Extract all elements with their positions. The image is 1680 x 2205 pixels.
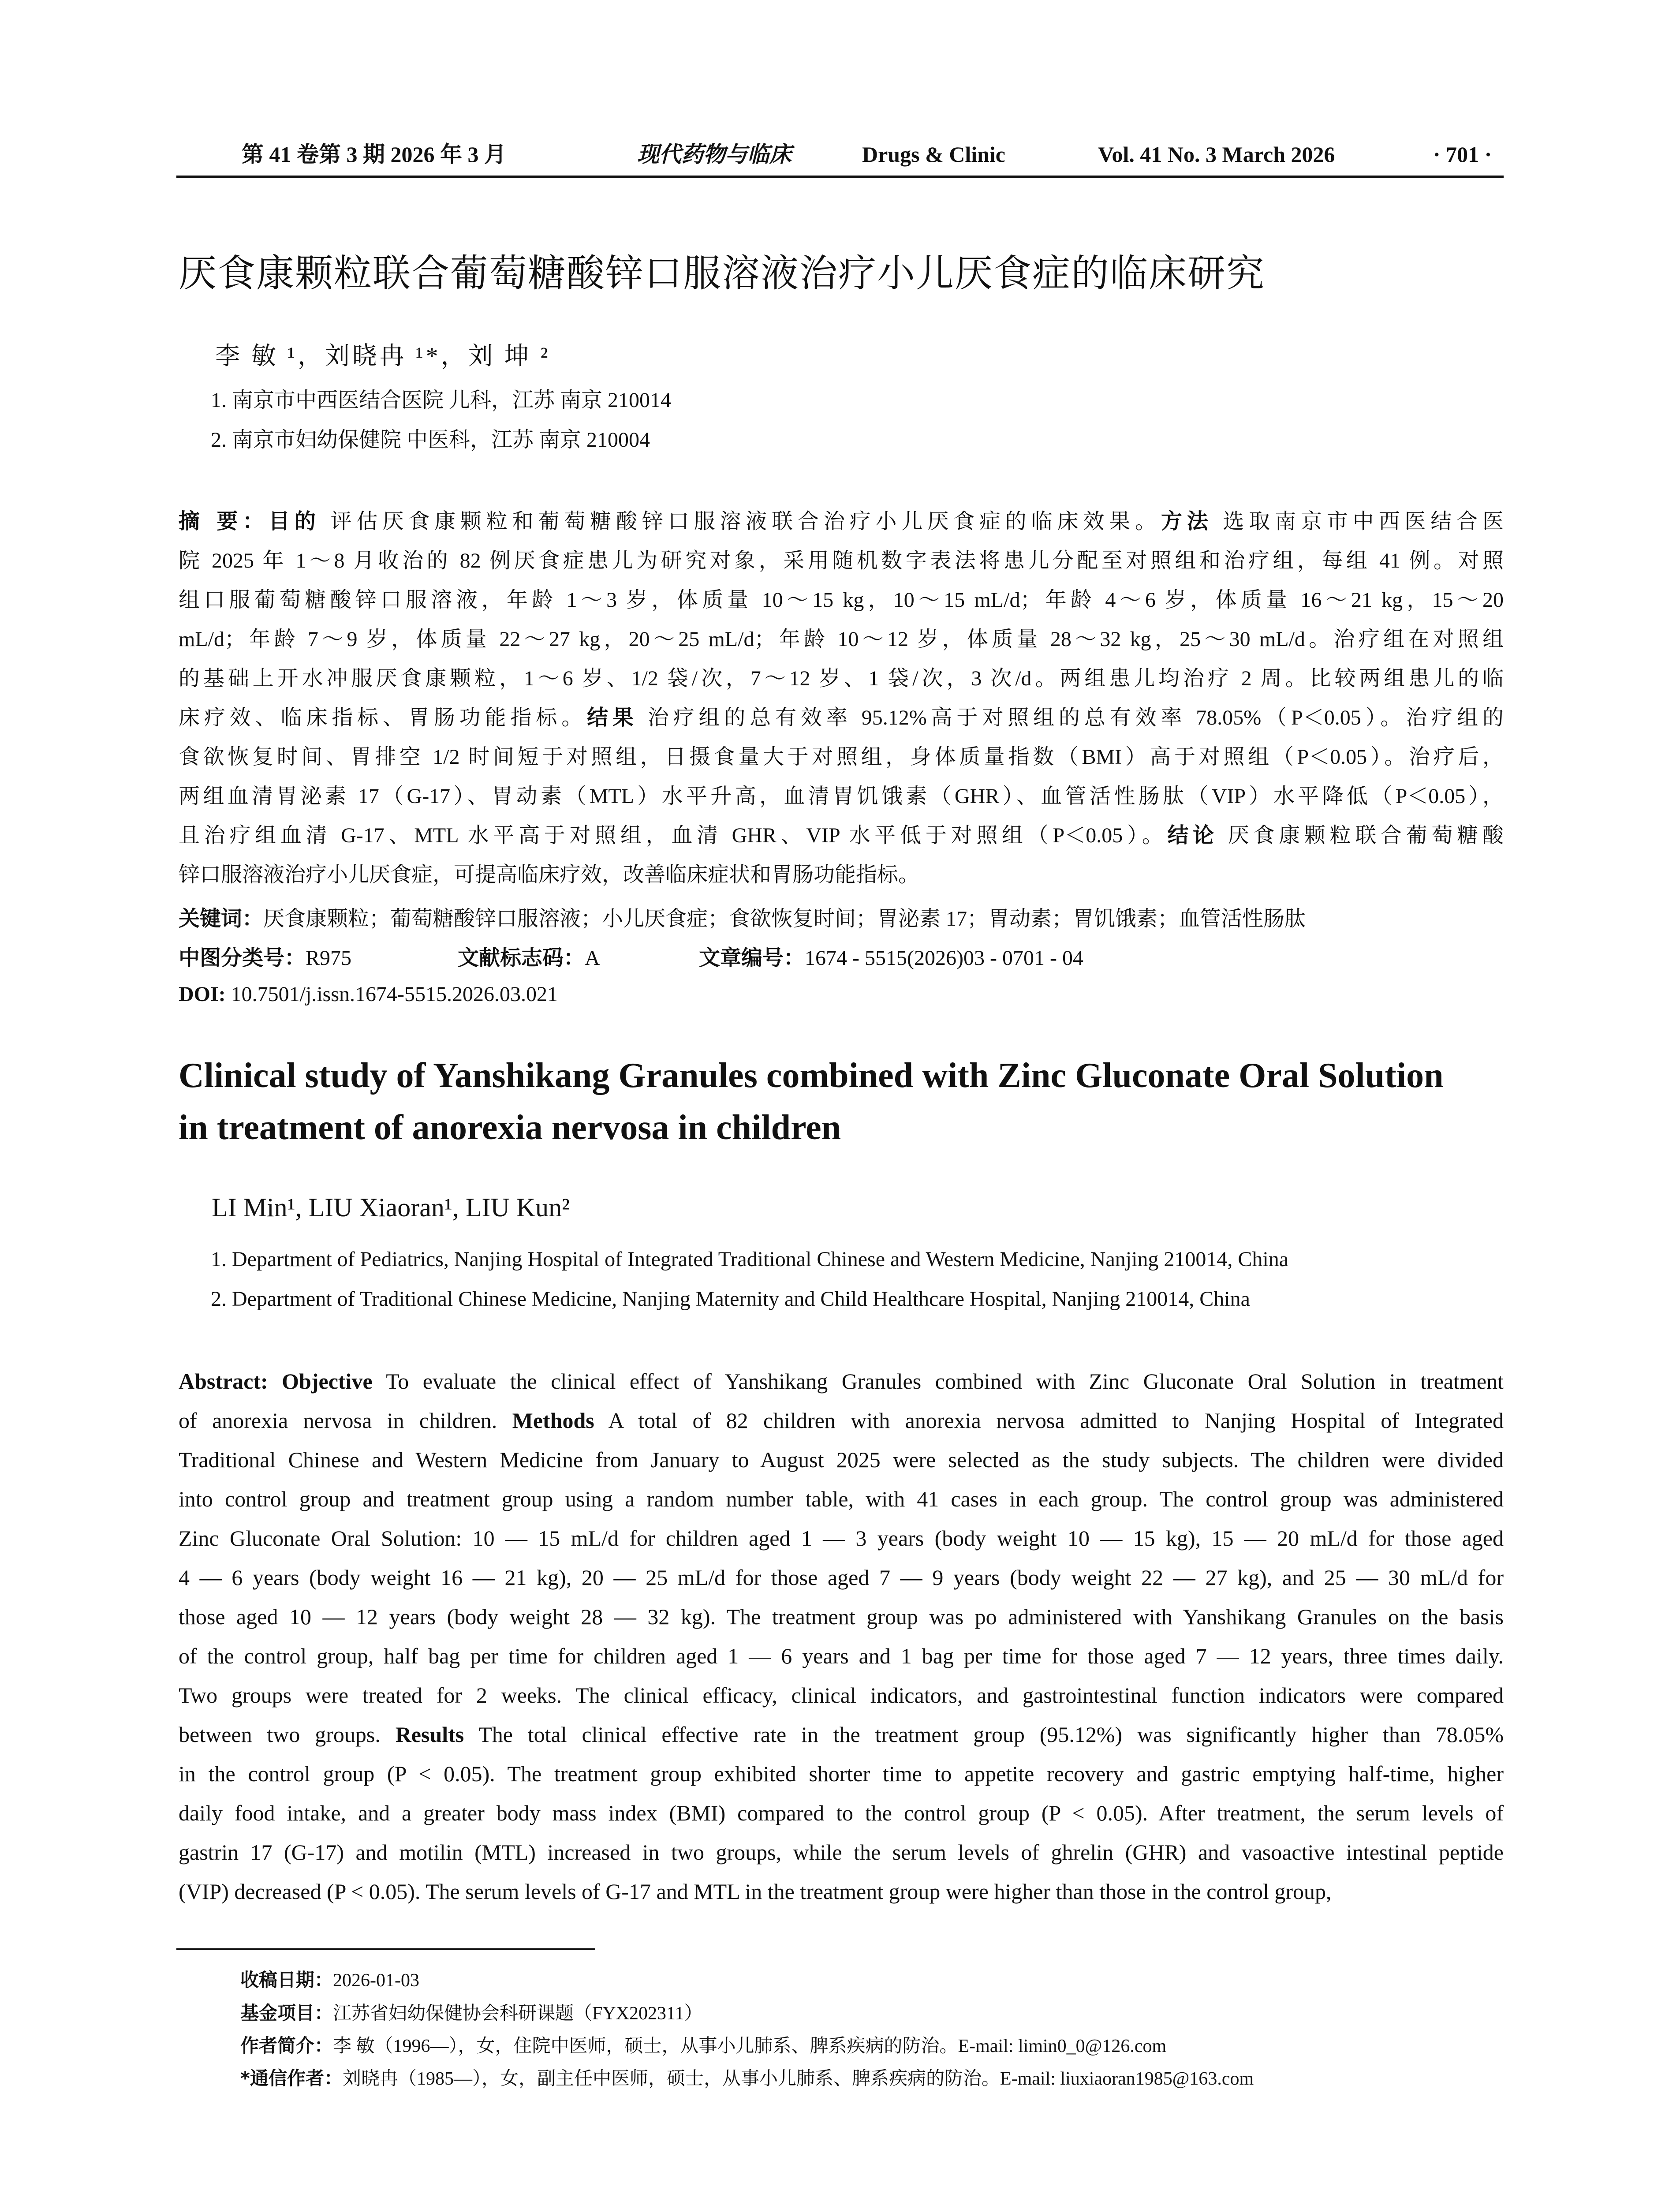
cn-abstract-text: 厌食康颗粒联合葡萄糖酸 (1218, 824, 1504, 847)
cn-abstract-line (179, 855, 1504, 894)
footnote-fund-text: 江苏省妇幼保健协会科研课题（FYX202311） (333, 2003, 703, 2024)
en-abstract-line (179, 1558, 1504, 1597)
en-abstract-section-label: Abstract: Objective (179, 1369, 373, 1394)
en-abstract-line (179, 1715, 1504, 1754)
cn-abstract-line (179, 580, 1504, 620)
cn-abstract-text: 且治疗组血清 G-17、MTL 水平高于对照组，血清 GHR、VIP 水平低于对照组（P＜0.05）。 (179, 824, 1168, 847)
en-abstract-text: daily food intake, and a greater body mass index (BMI) compared to the control group (P < 0.05). After treatment, the serum levels of (179, 1801, 1504, 1825)
en-affiliation-2: 2. Department of Traditional Chinese Medicine, Nanjing Maternity and Child Healthcare Hospital, Nanjing 210014, China (211, 1287, 1250, 1311)
cn-abstract-text: 评估厌食康颗粒和葡萄糖酸锌口服溶液联合治疗小儿厌食症的临床效果。 (320, 510, 1161, 533)
cn-abstract-section-label: 结论 (1167, 823, 1218, 848)
footnote-author-bio (240, 2030, 1166, 2062)
cn-abstract-section-label: 结果 (587, 705, 638, 730)
cn-abstract-text: 食欲恢复时间、胃排空 1/2 时间短于对照组，日摄食量大于对照组，身体质量指数（BMI）高于对照组（P＜0.05）。治疗后， (179, 745, 1504, 769)
en-abstract-text: (VIP) decreased (P < 0.05). The serum levels of G-17 and MTL in the treatment group were higher than those in the control group, (179, 1879, 1332, 1904)
doc-code-row (458, 940, 600, 976)
cn-abstract-text: 组口服葡萄糖酸锌口服溶液，年龄 1～3 岁，体质量 10～15 kg，10～15 mL/d；年龄 4～6 岁，体质量 16～21 kg，15～20 (179, 588, 1504, 612)
footnote-author-bio-label: 作者简介： (240, 2035, 333, 2056)
en-abstract-line (179, 1362, 1504, 1401)
cn-abstract-line (179, 541, 1504, 580)
cn-abstract-line (179, 502, 1504, 541)
header-issue-cn: 第 41 卷第 3 期 2026 年 3 月 (242, 142, 506, 167)
en-abstract-text: in the control group (P < 0.05). The treatment group exhibited shorter time to appetite recovery and gastric emptying half-time, higher (179, 1761, 1504, 1786)
cn-abstract-text: 院 2025 年 1～8 月收治的 82 例厌食症患儿为研究对象，采用随机数字表法将患儿分配至对照组和治疗组，每组 41 例。对照 (179, 549, 1504, 572)
en-abstract-line (179, 1676, 1504, 1715)
cn-abstract-line (179, 777, 1504, 816)
footnote-fund (240, 1998, 702, 2029)
footnote-received-label: 收稿日期： (240, 1969, 333, 1991)
en-title-line-1: Clinical study of Yanshikang Granules combined with Zinc Gluconate Oral Solution (179, 1056, 1444, 1095)
en-title-line-2: in treatment of anorexia nervosa in children (179, 1108, 841, 1147)
footnote-received-text: 2026-01-03 (333, 1970, 419, 1991)
doc-code-label: 文献标志码： (458, 946, 585, 970)
en-abstract-text: between two groups. (179, 1722, 396, 1747)
cn-abstract-line (179, 620, 1504, 659)
en-abstract-line (179, 1637, 1504, 1676)
footnote-author-bio-text: 李 敏（1996—），女，住院中医师，硕士，从事小儿肺系、脾系疾病的防治。E-mail: limin0_0@126.com (333, 2036, 1167, 2056)
en-abstract-text: those aged 10 — 12 years (body weight 28 — 32 kg). The treatment group was po administered with Yanshikang Granules on the basis (179, 1604, 1504, 1629)
article-no-value: 1674 - 5515(2026)03 - 0701 - 04 (805, 946, 1083, 970)
cn-abstract-line (179, 816, 1504, 855)
en-abstract-text: The total clinical effective rate in the treatment group (95.12%) was significantly higher than 78.05% (464, 1722, 1504, 1747)
en-abstract-text: of anorexia nervosa in children. (179, 1408, 512, 1433)
cn-abstract-text: 锌口服溶液治疗小儿厌食症，可提高临床疗效，改善临床症状和胃肠功能指标。 (179, 863, 920, 886)
en-abstract (179, 1362, 1504, 1911)
en-abstract-text: A total of 82 children with anorexia nervosa admitted to Nanjing Hospital of Integrated (594, 1408, 1504, 1433)
cn-affiliation-1: 1. 南京市中西医结合医院 儿科，江苏 南京 210014 (211, 389, 672, 412)
footnote-fund-label: 基金项目： (240, 2002, 333, 2024)
cn-abstract (179, 502, 1504, 894)
footnote-corresponding-label: *通信作者： (240, 2067, 343, 2089)
cn-abstract-line (179, 737, 1504, 777)
footnote-corresponding-text: 刘晓冉（1985—），女，副主任中医师，硕士，从事小儿肺系、脾系疾病的防治。E-mail: liuxiaoran1985@163.com (342, 2069, 1254, 2089)
doi-row (179, 977, 558, 1012)
cn-abstract-text: 两组血清胃泌素 17（G-17）、胃动素（MTL）水平升高，血清胃饥饿素（GHR）、血管活性肠肽（VIP）水平降低（P＜0.05）， (179, 785, 1504, 808)
cn-abstract-text: 治疗组的总有效率 95.12%高于对照组的总有效率 78.05%（P＜0.05）。治疗组的 (638, 706, 1504, 729)
article-no-row (699, 940, 1083, 976)
en-abstract-text: gastrin 17 (G-17) and motilin (MTL) increased in two groups, while the serum levels of ghrelin (GHR) and vasoactive intestinal peptide (179, 1840, 1504, 1865)
en-abstract-text: Zinc Gluconate Oral Solution: 10 — 15 mL/d for children aged 1 — 3 years (body weight 10 — 15 kg), 15 — 20 mL/d for those aged (179, 1526, 1504, 1551)
clc-label: 中图分类号： (179, 946, 306, 970)
header-page-number: · 701 · (1433, 142, 1492, 167)
en-authors: LI Min¹, LIU Xiaoran¹, LIU Kun² (212, 1193, 570, 1222)
en-abstract-line (179, 1872, 1504, 1911)
cn-affiliation-2: 2. 南京市妇幼保健院 中医科，江苏 南京 210004 (211, 428, 650, 452)
header-issue-en: Vol. 41 No. 3 March 2026 (1098, 142, 1335, 167)
en-affiliation-1: 1. Department of Pediatrics, Nanjing Hospital of Integrated Traditional Chinese and Western Medicine, Nanjing 210014, China (211, 1248, 1289, 1271)
en-abstract-line (179, 1519, 1504, 1558)
en-abstract-line (179, 1794, 1504, 1833)
header-rule (176, 176, 1504, 178)
cn-title: 厌食康颗粒联合葡萄糖酸锌口服溶液治疗小儿厌食症的临床研究 (179, 251, 1265, 295)
cn-keywords-label: 关键词： (179, 906, 264, 931)
en-abstract-line (179, 1480, 1504, 1519)
cn-abstract-section-label: 摘 要：目的 (179, 509, 321, 534)
en-abstract-section-label: Methods (512, 1408, 594, 1433)
doc-code-value: A (585, 946, 600, 970)
en-abstract-line (179, 1401, 1504, 1440)
cn-keywords: 厌食康颗粒；葡萄糖酸锌口服溶液；小儿厌食症；食欲恢复时间；胃泌素 17；胃动素；胃饥饿素；血管活性肠肽 (263, 907, 1306, 931)
cn-abstract-line (179, 698, 1504, 737)
cn-abstract-section-label: 方法 (1161, 509, 1213, 534)
cn-abstract-line (179, 659, 1504, 698)
en-abstract-line (179, 1440, 1504, 1480)
cn-classification-row (179, 940, 351, 976)
cn-abstract-text: 选取南京市中西医结合医 (1213, 510, 1504, 533)
cn-abstract-text: 床疗效、临床指标、胃肠功能指标。 (179, 706, 587, 729)
en-abstract-line (179, 1754, 1504, 1794)
header-journal-en: Drugs & Clinic (862, 142, 1005, 167)
en-abstract-line (179, 1597, 1504, 1637)
cn-abstract-text: 的基础上开水冲服厌食康颗粒，1～6 岁、1/2 袋/次，7～12 岁、1 袋/次，3 次/d。两组患儿均治疗 2 周。比较两组患儿的临 (179, 667, 1504, 690)
article-no-label: 文章编号： (699, 946, 805, 970)
footnote-corresponding (240, 2063, 1254, 2094)
cn-keywords-row (179, 901, 1306, 937)
doi-label: DOI: (179, 983, 226, 1006)
cn-abstract-text: mL/d；年龄 7～9 岁，体质量 22～27 kg，20～25 mL/d；年龄 10～12 岁，体质量 28～32 kg，25～30 mL/d。治疗组在对照组 (179, 628, 1504, 651)
footnote-rule (176, 1948, 595, 1950)
en-abstract-text: of the control group, half bag per time for children aged 1 — 6 years and 1 bag per time for those aged 7 — 12 years, three times daily. (179, 1644, 1504, 1668)
header-journal-cn: 现代药物与临床 (637, 142, 791, 167)
cn-authors: 李 敏 ¹，刘晓冉 ¹*，刘 坤 ² (215, 343, 551, 370)
en-abstract-section-label: Results (395, 1722, 464, 1747)
en-abstract-text: 4 — 6 years (body weight 16 — 21 kg), 20 — 25 mL/d for those aged 7 — 9 years (body weight 22 — 27 kg), and 25 — 30 mL/d for (179, 1565, 1504, 1590)
clc-value: R975 (306, 946, 352, 970)
en-abstract-text: Traditional Chinese and Western Medicine from January to August 2025 were selected as the study subjects. The children were divided (179, 1447, 1504, 1472)
en-abstract-line (179, 1833, 1504, 1872)
doi-link[interactable]: 10.7501/j.issn.1674-5515.2026.03.021 (225, 983, 558, 1006)
footnote-received (240, 1965, 419, 1996)
en-abstract-text: To evaluate the clinical effect of Yanshikang Granules combined with Zinc Gluconate Oral Solution in treatment (372, 1369, 1504, 1394)
en-title (179, 1050, 1506, 1154)
en-abstract-text: Two groups were treated for 2 weeks. The clinical efficacy, clinical indicators, and gastrointestinal function indicators were compared (179, 1683, 1504, 1708)
en-abstract-text: into control group and treatment group using a random number table, with 41 cases in each group. The control group was administered (179, 1487, 1504, 1511)
